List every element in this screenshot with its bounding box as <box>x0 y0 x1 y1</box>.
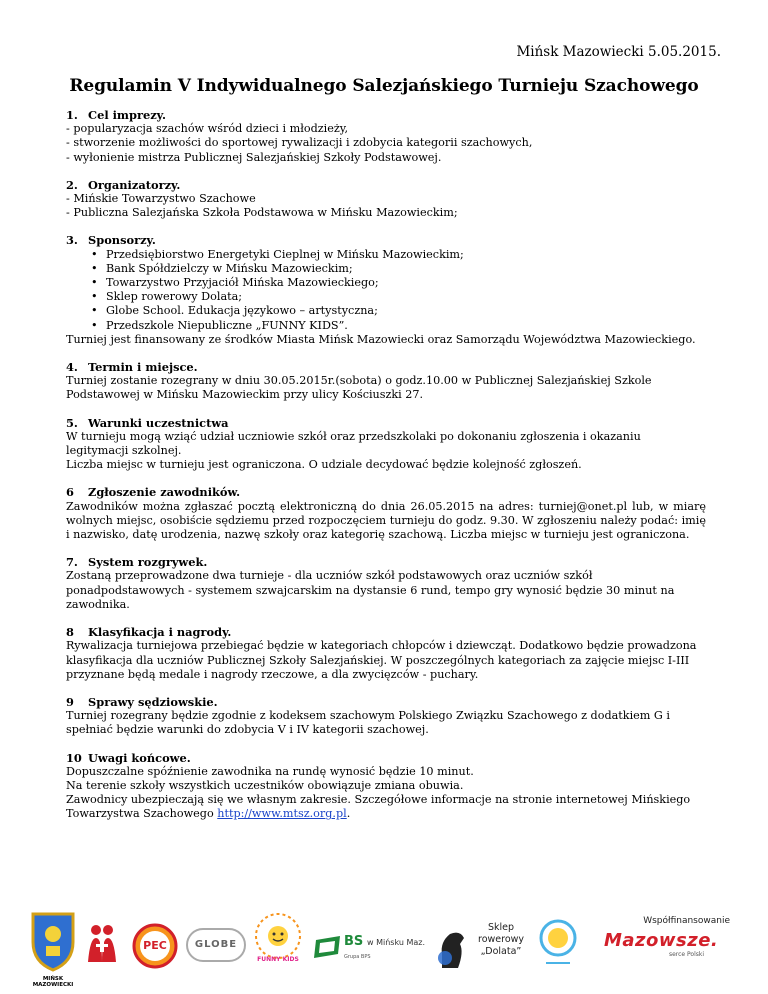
section-registration <box>66 485 706 542</box>
section-line: Na terenie szkoły wszystkich uczestników obowiązuje zmiana obuwia. <box>66 778 464 792</box>
section-line: - popularyzacja szachów wśród dzieci i młodzieży, <box>66 122 349 136</box>
minsk-coat-of-arms-icon <box>28 910 78 972</box>
section-text: Turniej zostanie rozegrany w dniu 30.05.2015r.(sobota) o godz.10.00 w Publicznej Salezjańskiej Szkole Podstawowej w Mińsku Mazowieckim przy ulicy Kościuszki 27. <box>66 374 652 402</box>
bs-city-label: w Mińsku Maz. <box>367 938 425 947</box>
section-heading: 2. Organizatorzy. <box>66 177 181 192</box>
pec-logo <box>132 923 178 969</box>
mtsz-website-link[interactable]: http://www.mtsz.org.pl <box>217 807 347 821</box>
section-heading: 7. System rozgrywek. <box>66 555 208 570</box>
mazowsze-logo <box>604 916 734 976</box>
section-line: Dopuszczalne spóźnienie zawodnika na rundę wynosić będzie 10 minut. <box>66 764 474 778</box>
section-refereeing <box>66 695 706 738</box>
minsk-caption: MIŃSK MAZOWIECKI <box>32 976 74 988</box>
salesian-logo <box>84 922 120 964</box>
bs-label: BS <box>344 934 364 949</box>
section-heading: 4. Termin i miejsce. <box>66 360 198 375</box>
bs-bank-logo <box>312 934 432 974</box>
bs-group-label: Grupa BPS <box>344 954 371 960</box>
sun-rays-icon <box>538 918 578 968</box>
salesian-emblem-icon <box>84 922 120 964</box>
financing-note: Turniej jest finansowany ze środków Miasta Mińsk Mazowiecki oraz Samorządu Województwa Mazowieckiego. <box>66 332 696 346</box>
section-conditions <box>66 416 706 473</box>
section-goals <box>66 108 706 165</box>
globe-logo <box>186 928 246 962</box>
section-heading: 3. Sponsorzy. <box>66 233 156 248</box>
section-text: Liczba miejsc w turnieju jest ograniczona. O udziale decydować będzie kolejność zgłoszeń. <box>66 458 582 472</box>
section-line: - stworzenie możliwości do sportowej rywalizacji i zdobycia kategorii szachowych, <box>66 136 533 150</box>
section-date-place <box>66 360 706 403</box>
section-heading: 5. Warunki uczestnictwa <box>66 415 229 430</box>
pec-label: PEC <box>143 939 167 952</box>
section-heading: 9 Sprawy sędziowskie. <box>66 694 218 709</box>
section-line: - Mińskie Towarzystwo Szachowe <box>66 192 256 206</box>
section-classification <box>66 625 706 682</box>
sponsor-list <box>66 248 706 333</box>
section-line: - wyłonienie mistrza Publicznej Salezjańskiej Szkoły Podstawowej. <box>66 150 442 164</box>
section-line: Zawodnicy ubezpieczają się we własnym zakresie. Szczegółowe informacje na stronie internetowej Mińskiego <box>66 793 691 807</box>
funny-kids-label: FUNNY KIDS <box>257 956 299 963</box>
list-item: • Sklep rowerowy Dolata; <box>106 290 706 304</box>
minsk-logo <box>28 910 78 990</box>
funny-kids-logo <box>252 910 304 968</box>
list-item: • Bank Spółdzielczy w Mińsku Mazowieckim; <box>106 262 706 276</box>
list-item: • Przedszkole Niepubliczne „FUNNY KIDS”. <box>106 319 706 333</box>
tpmm-logo <box>432 924 472 972</box>
section-heading: 6 Zgłoszenie zawodników. <box>66 485 241 500</box>
globe-label: GLOBE <box>194 939 238 950</box>
section-heading: 10 Uwagi końcowe. <box>66 750 191 765</box>
section-text: Zawodników można zgłaszać pocztą elektroniczną do dnia 26.05.2015 na adres: turniej@onet.pl lub, w miarę wolnych miejsc, osobiście sędziemu przed rozpoczęciem turnieju do godz. 9.30. W zgłoszeniu należy podać: imię i nazwisko, datę urodzenia, nazwę szkoły oraz kategorię szachową. Liczba miejsc w turnieju jest ograniczona. <box>66 499 706 542</box>
cofinancing-label: Współfinansowanie <box>643 916 730 926</box>
list-item: • Globe School. Edukacja językowo – artystyczna; <box>106 304 706 318</box>
section-text: Zostaną przeprowadzone dwa turnieje - dla uczniów szkół podstawowych oraz uczniów szkół ponadpodstawowych - systemem szwajcarskim na dystansie 6 rund, tempo gry wynosić będzie 30 minut na zawodnika. <box>66 569 675 611</box>
school-sun-logo <box>538 918 578 968</box>
page-title: Regulamin V Indywidualnego Salezjańskiego Turnieju Szachowego <box>69 76 699 96</box>
section-text: W turnieju mogą wziąć udział uczniowie szkół oraz przedszkolaki po dokonaniu zgłoszenia i okazaniu legitymacji szkolnej. <box>66 429 641 458</box>
section-text: Rywalizacja turniejowa przebiegać będzie w kategoriach chłopców i dziewcząt. Dodatkowo będzie prowadzona klasyfikacja dla uczniów Publicznej Szkoły Salezjańskiej. W poszczególnych kategoriach za zajęcie miejsc I-III przyznane będą medale i nagrody rzeczowe, a dla zwycięzców - puchary. <box>66 639 697 681</box>
mazowsze-label: Mazowsze. <box>604 930 719 951</box>
mazowsze-tagline: serce Polski <box>668 951 704 958</box>
section-text: Turniej rozegrany będzie zgodnie z kodeksem szachowym Polskiego Związku Szachowego z dodatkiem G i spełniać będzie warunki do zdobycia V i IV kategorii szachowej. <box>66 709 670 737</box>
section-line: Towarzystwa Szachowego http://www.mtsz.org.pl. <box>66 807 351 821</box>
sponsor-logos <box>0 896 768 994</box>
list-item: • Towarzystwo Przyjaciół Mińska Mazowieckiego; <box>106 276 706 290</box>
regulations-body <box>66 108 706 835</box>
section-organizers <box>66 178 706 221</box>
list-item: • Przedsiębiorstwo Energetyki Cieplnej w Mińsku Mazowieckim; <box>106 248 706 262</box>
bank-card-icon <box>312 936 342 958</box>
dolata-shop-logo: Sklep rowerowy „Dolata” <box>478 922 525 957</box>
section-line: - Publiczna Salezjańska Szkoła Podstawowa w Mińsku Mazowieckim; <box>66 206 458 220</box>
section-final-notes <box>66 751 706 822</box>
section-heading: 8 Klasyfikacja i nagrody. <box>66 625 232 640</box>
section-system <box>66 555 706 612</box>
section-heading: 1. Cel imprezy. <box>66 108 166 122</box>
date-line: Mińsk Mazowiecki 5.05.2015. <box>516 44 721 60</box>
section-sponsors <box>66 233 706 347</box>
chess-knight-icon <box>432 924 472 972</box>
